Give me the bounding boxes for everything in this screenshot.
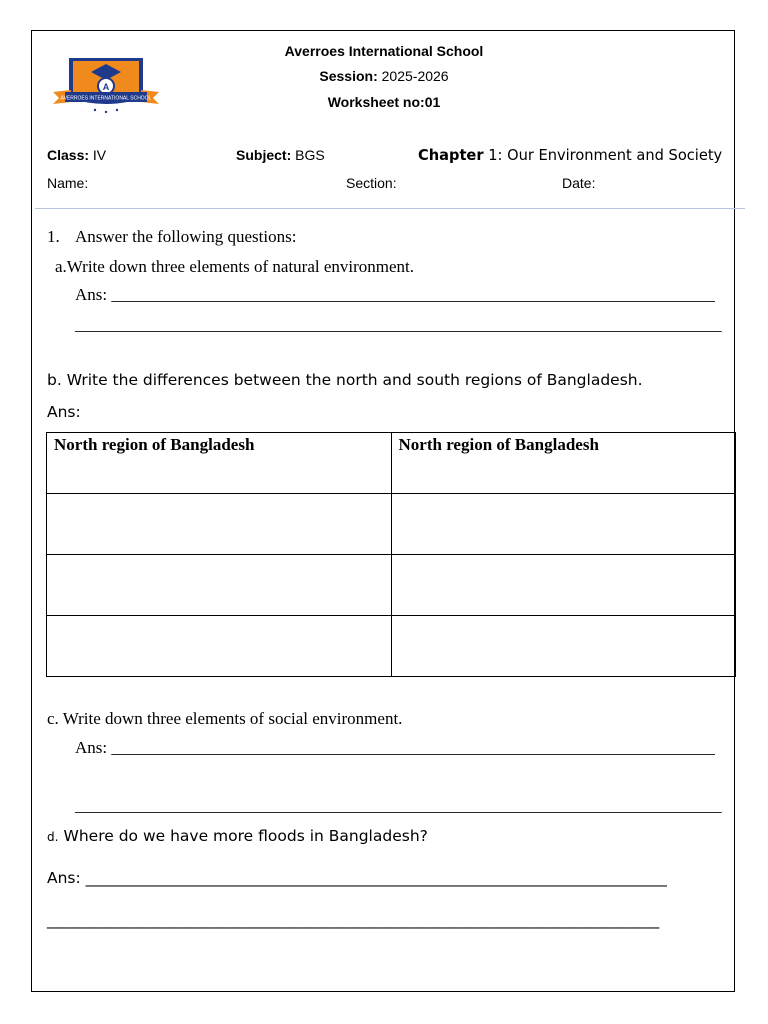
chapter-field xyxy=(418,146,722,164)
header-separator xyxy=(35,208,745,209)
name-label: Name: xyxy=(47,175,89,191)
table-cell xyxy=(47,494,392,555)
class-value: IV xyxy=(92,147,107,163)
table-header-cell xyxy=(47,433,392,494)
question-a-answer-line-1: Ans: _______________________________________________________________________ xyxy=(75,285,715,304)
table-cell xyxy=(47,616,392,677)
session-line xyxy=(0,68,768,84)
subject-field xyxy=(236,147,325,163)
question-c-answer-line-2: _____________________________________________________________________________ xyxy=(75,796,722,815)
session-label: Session: xyxy=(319,68,378,84)
question-1-text: Answer the following questions: xyxy=(75,227,297,246)
question-d-answer-line-1: Ans: ___________________________________________________________________________ xyxy=(47,869,667,887)
question-d-answer-line-2: _______________________________________________________________________________ xyxy=(47,911,660,929)
table-header-cell xyxy=(391,433,736,494)
question-d-text: Where do we have more floods in Bangladesh? xyxy=(63,827,428,845)
date-label: Date: xyxy=(562,175,596,191)
question-a-text: a.Write down three elements of natural environment. xyxy=(55,257,415,276)
table-header-left: North region of Bangladesh xyxy=(54,435,255,454)
question-b-text: b. Write the differences between the north and south regions of Bangladesh. xyxy=(47,371,643,389)
question-c-answer-line-1: Ans: _______________________________________________________________________ xyxy=(75,738,715,757)
logo-letter: A xyxy=(102,82,110,92)
table-cell xyxy=(391,494,736,555)
question-a-answer-line-2: _____________________________________________________________________________ xyxy=(75,315,722,334)
question-1-number: 1. xyxy=(47,227,60,246)
table-cell xyxy=(391,555,736,616)
table-row xyxy=(47,494,736,555)
table-cell xyxy=(47,555,392,616)
table-header-right: North region of Bangladesh xyxy=(398,435,599,454)
section-label: Section: xyxy=(346,175,397,191)
session-value: 2025-2026 xyxy=(381,68,449,84)
class-field xyxy=(47,147,106,163)
table-cell xyxy=(391,616,736,677)
worksheet-number: Worksheet no:01 xyxy=(327,94,441,110)
table-row xyxy=(47,616,736,677)
question-d-prefix: d. xyxy=(47,830,59,844)
question-d xyxy=(47,826,428,845)
logo-banner-text: AVERROES INTERNATIONAL SCHOOL xyxy=(60,95,152,102)
chapter-label: Chapter xyxy=(418,146,484,164)
differences-table xyxy=(46,432,736,677)
question-c-text: c. Write down three elements of social environment. xyxy=(47,709,403,728)
question-b-ans-label: Ans: xyxy=(47,403,81,421)
table-header-row xyxy=(47,433,736,494)
table-row xyxy=(47,555,736,616)
subject-value: BGS xyxy=(295,147,325,163)
chapter-value: 1: Our Environment and Society xyxy=(488,146,723,164)
school-name: Averroes International School xyxy=(284,43,484,59)
class-label: Class: xyxy=(47,147,90,163)
subject-label: Subject: xyxy=(236,147,292,163)
